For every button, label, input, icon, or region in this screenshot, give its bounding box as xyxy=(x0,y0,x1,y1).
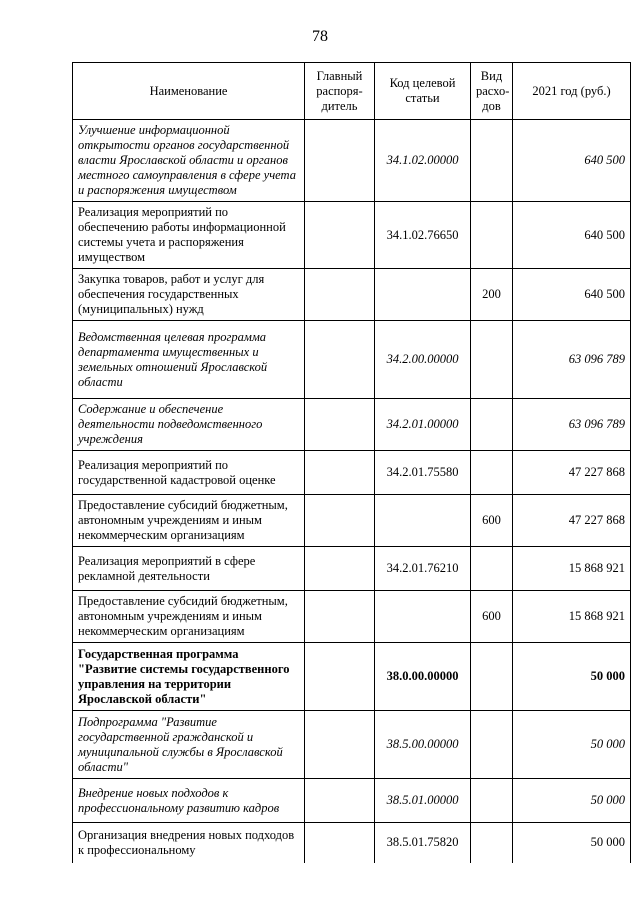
row-amount-cell: 640 500 xyxy=(513,269,631,321)
row-amount-cell: 15 868 921 xyxy=(513,591,631,643)
row-admin-cell xyxy=(305,269,375,321)
row-name-cell: Предоставление субсидий бюджетным, автономным учреждениям и иным некоммерческим организациям xyxy=(73,495,305,547)
row-amount-cell: 47 227 868 xyxy=(513,451,631,495)
row-admin-cell xyxy=(305,591,375,643)
table-row xyxy=(73,643,631,711)
row-name-cell: Содержание и обеспечение деятельности подведомственного учреждения xyxy=(73,399,305,451)
row-code-cell: 38.0.00.00000 xyxy=(375,643,471,711)
row-name-cell: Реализация мероприятий по государственной кадастровой оценке xyxy=(73,451,305,495)
row-name-cell: Реализация мероприятий в сфере рекламной деятельности xyxy=(73,547,305,591)
row-admin-cell xyxy=(305,823,375,863)
row-admin-cell xyxy=(305,643,375,711)
row-amount-cell: 50 000 xyxy=(513,643,631,711)
row-code-cell xyxy=(375,269,471,321)
row-kind-cell xyxy=(471,711,513,779)
row-admin-cell xyxy=(305,451,375,495)
row-name-cell: Улучшение информационной открытости органов государственной власти Ярославской области и органов местного самоуправления в сфере учета и распоряжения имуществом xyxy=(73,120,305,202)
row-amount-cell: 47 227 868 xyxy=(513,495,631,547)
row-amount-cell: 63 096 789 xyxy=(513,399,631,451)
row-admin-cell xyxy=(305,547,375,591)
row-kind-cell: 600 xyxy=(471,591,513,643)
row-amount-cell: 15 868 921 xyxy=(513,547,631,591)
row-name-cell: Закупка товаров, работ и услуг для обеспечения государственных (муниципальных) нужд xyxy=(73,269,305,321)
row-admin-cell xyxy=(305,120,375,202)
row-kind-cell xyxy=(471,451,513,495)
row-name-cell: Ведомственная целевая программа департамента имущественных и земельных отношений Ярославской области xyxy=(73,321,305,399)
row-code-cell: 34.1.02.00000 xyxy=(375,120,471,202)
table-row xyxy=(73,547,631,591)
row-code-cell: 34.2.01.00000 xyxy=(375,399,471,451)
header-kind: Вид расхо-дов xyxy=(471,63,513,120)
row-admin-cell xyxy=(305,779,375,823)
row-code-cell: 38.5.01.00000 xyxy=(375,779,471,823)
header-name: Наименование xyxy=(73,63,305,120)
table-row xyxy=(73,120,631,202)
row-name-cell: Внедрение новых подходов к профессиональному развитию кадров xyxy=(73,779,305,823)
row-name-cell: Предоставление субсидий бюджетным, автономным учреждениям и иным некоммерческим организациям xyxy=(73,591,305,643)
table-header-row xyxy=(73,63,631,120)
row-kind-cell: 600 xyxy=(471,495,513,547)
row-kind-cell xyxy=(471,643,513,711)
row-code-cell: 38.5.01.75820 xyxy=(375,823,471,863)
table-row xyxy=(73,202,631,269)
row-kind-cell xyxy=(471,823,513,863)
row-name-cell: Государственная программа "Развитие системы государственного управления на территории Ярославской области" xyxy=(73,643,305,711)
row-kind-cell xyxy=(471,202,513,269)
page-number: 78 xyxy=(312,28,328,45)
row-name-cell: Организация внедрения новых подходов к профессиональному xyxy=(73,823,305,863)
header-amount: 2021 год (руб.) xyxy=(513,63,631,120)
row-code-cell: 34.1.02.76650 xyxy=(375,202,471,269)
table-row xyxy=(73,779,631,823)
row-code-cell: 38.5.00.00000 xyxy=(375,711,471,779)
header-code: Код целевой статьи xyxy=(375,63,471,120)
row-kind-cell xyxy=(471,120,513,202)
row-kind-cell xyxy=(471,321,513,399)
table-row xyxy=(73,495,631,547)
row-admin-cell xyxy=(305,711,375,779)
row-admin-cell xyxy=(305,202,375,269)
row-kind-cell: 200 xyxy=(471,269,513,321)
row-code-cell: 34.2.01.75580 xyxy=(375,451,471,495)
row-name-cell: Реализация мероприятий по обеспечению работы информационной системы учета и распоряжения имуществом xyxy=(73,202,305,269)
row-name-cell: Подпрограмма "Развитие государственной гражданской и муниципальной службы в Ярославской области" xyxy=(73,711,305,779)
row-code-cell: 34.2.00.00000 xyxy=(375,321,471,399)
table-row xyxy=(73,321,631,399)
row-amount-cell: 640 500 xyxy=(513,202,631,269)
table-row xyxy=(73,399,631,451)
table-row xyxy=(73,451,631,495)
row-amount-cell: 50 000 xyxy=(513,823,631,863)
row-kind-cell xyxy=(471,547,513,591)
row-amount-cell: 50 000 xyxy=(513,711,631,779)
table-row xyxy=(73,591,631,643)
row-code-cell: 34.2.01.76210 xyxy=(375,547,471,591)
row-admin-cell xyxy=(305,399,375,451)
header-admin: Главный распоря-дитель xyxy=(305,63,375,120)
row-amount-cell: 63 096 789 xyxy=(513,321,631,399)
budget-table xyxy=(72,62,631,863)
row-kind-cell xyxy=(471,399,513,451)
table-row xyxy=(73,823,631,863)
row-admin-cell xyxy=(305,321,375,399)
row-amount-cell: 50 000 xyxy=(513,779,631,823)
row-code-cell xyxy=(375,591,471,643)
row-admin-cell xyxy=(305,495,375,547)
table-row xyxy=(73,269,631,321)
row-code-cell xyxy=(375,495,471,547)
row-kind-cell xyxy=(471,779,513,823)
table-row xyxy=(73,711,631,779)
row-amount-cell: 640 500 xyxy=(513,120,631,202)
